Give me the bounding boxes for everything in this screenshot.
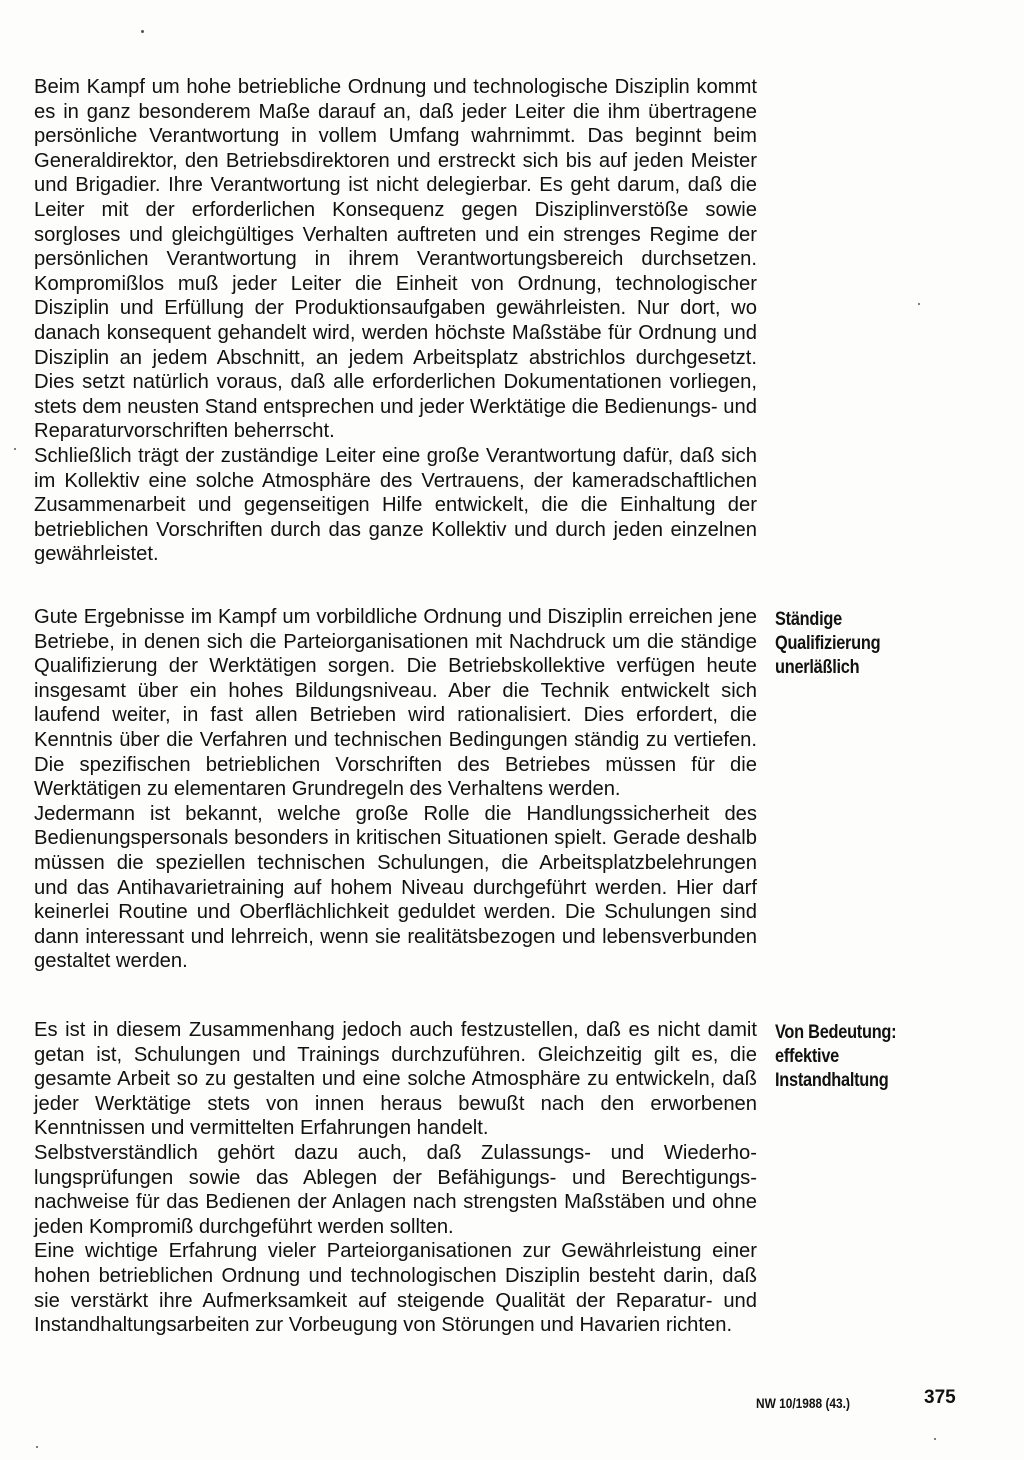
- section-leader-responsibility: [34, 75, 757, 567]
- scan-speck: [934, 1438, 936, 1440]
- margin-heading-line: Instandhaltung: [775, 1070, 889, 1091]
- section-qualification: [34, 605, 757, 974]
- margin-heading-line: Qualifizierung: [775, 633, 881, 654]
- scan-speck: [36, 1446, 38, 1448]
- body-paragraph: Gute Ergebnisse im Kampf um vorbildliche Ordnung und Disziplin erreichen jene Betriebe, in denen sich die Parteiorganisationen mit Nachdruck um die ständige Qualifizierung der Werktätigen sorgen. Die Betriebskollektive verfügen heute insgesamt über ein hohes Bildungsniveau. Aber die Technik entwickelt sich laufend weiter, in fast allen Betrieben wird rationalisiert. Dies erfordert, die Kenntnis über die Verfahren und technischen Bedingungen ständig zu vertiefen. Die spezifischen betrieblichen Vorschriften des Betriebes müssen für die Werktätigen zu elementaren Grundregeln des Verhaltens werden.: [34, 606, 757, 801]
- page-number: 375: [924, 1387, 956, 1408]
- section-maintenance: [34, 1018, 757, 1338]
- scan-speck: [14, 448, 16, 450]
- scan-speck: [918, 303, 920, 305]
- margin-heading-maintenance: [775, 1021, 930, 1093]
- body-paragraph: Eine wichtige Erfahrung vieler Parteiorganisationen zur Gewährleistung einer hohen betrieblichen Ordnung und technologischen Disziplin besteht darin, daß sie verstärkt ihre Aufmerksamkeit auf steigende Qualität der Reparatur- und Instandhaltungsarbeiten zur Vorbeugung von Störungen und Havarien richten.: [34, 1240, 757, 1337]
- body-paragraph: Jedermann ist bekannt, welche große Rolle die Handlungssicherheit des Bedienungspersonals besonders in kritischen Situationen spielt. Gerade deshalb müssen die speziellen technischen Schulungen, die Arbeitsplatzbelehrungen und das Antihavarietraining auf hohem Niveau durchgeführt werden. Hier darf keinerlei Routine und Oberflächlichkeit geduldet werden. Die Schulungen sind dann interessant und lehrreich, wenn sie realitätsbezogen und lebensverbunden gestaltet werden.: [34, 802, 757, 973]
- margin-heading-line: unerläßlich: [775, 657, 860, 678]
- body-paragraph: Schließlich trägt der zuständige Leiter eine große Verantwortung dafür, daß sich im Kollektiv eine solche Atmosphäre des Vertrauens, der kameradschaftlichen Zusammenarbeit und gegenseitigen Hilfe entwickelt, die die Einhaltung der betrieblichen Vorschriften durch das ganze Kollektiv und durch jeden einzelnen gewährleistet.: [34, 444, 757, 566]
- page-footer: [756, 1387, 966, 1417]
- margin-heading-line: Ständige: [775, 609, 842, 630]
- body-paragraph: Es ist in diesem Zusammenhang jedoch auch festzustellen, daß es nicht damit getan ist, Schulungen und Trainings durchzuführen. Gleichzeitig gilt es, die gesamte Arbeit so zu gestalten und eine solche Atmosphäre zu entwickeln, daß jeder Werktätige stets von innen heraus bewußt nach den erworbenen Kenntnissen und vermittelten Erfahrungen handelt.: [34, 1019, 757, 1140]
- margin-heading-line: effektive: [775, 1046, 839, 1067]
- body-paragraph: Beim Kampf um hohe betriebliche Ordnung und technologische Disziplin kommt es in ganz besonderem Maße darauf an, daß jeder Leiter die ihm übertragene persönliche Verantwortung in vollem Umfang wahrnimmt. Das beginnt beim Generaldirektor, den Betriebsdirektoren und erstreckt sich bis auf jeden Meister und Brigadier. Ihre Verantwortung ist nicht delegierbar. Es geht darum, daß die Leiter mit der erforderlichen Konsequenz gegen Disziplinverstöße sowie sorgloses und gleichgültiges Verhalten auftreten und ein strenges Regime der persönlichen Verantwortung in ihrem Verantwortungsbereich durchsetzen. Kompromißlos muß jeder Leiter die Einheit von Ordnung, technologischer Disziplin und Erfüllung der Produktionsaufgaben gewährleisten. Nur dort, wo danach konsequent gehandelt wird, werden höchste Maßstäbe für Ordnung und Disziplin an jedem Abschnitt, an jedem Arbeitsplatz abstrichlos durchgesetzt. Dies setzt natürlich voraus, daß alle erforderlichen Dokumentationen vorliegen, stets dem neusten Stand entsprechen und jeder Werktätige die Bedienungs- und Reparaturvorschriften beherrscht.: [34, 76, 757, 443]
- margin-heading-line: Von Bedeutung:: [775, 1022, 897, 1043]
- body-paragraph: Selbstverständlich gehört dazu auch, daß Zulassungs- und Wiederholungsprüfungen sowie das Ablegen der Befähigungs- und Berechtigungsnachweise für das Bedienen der Anlagen nach strengsten Maßstäben und ohne jeden Kompromiß durchgeführt werden sollten.: [34, 1141, 757, 1238]
- scan-speck: [141, 30, 144, 33]
- issue-reference: NW 10/1988 (43.): [756, 1395, 850, 1411]
- margin-heading-qualification: [775, 608, 930, 680]
